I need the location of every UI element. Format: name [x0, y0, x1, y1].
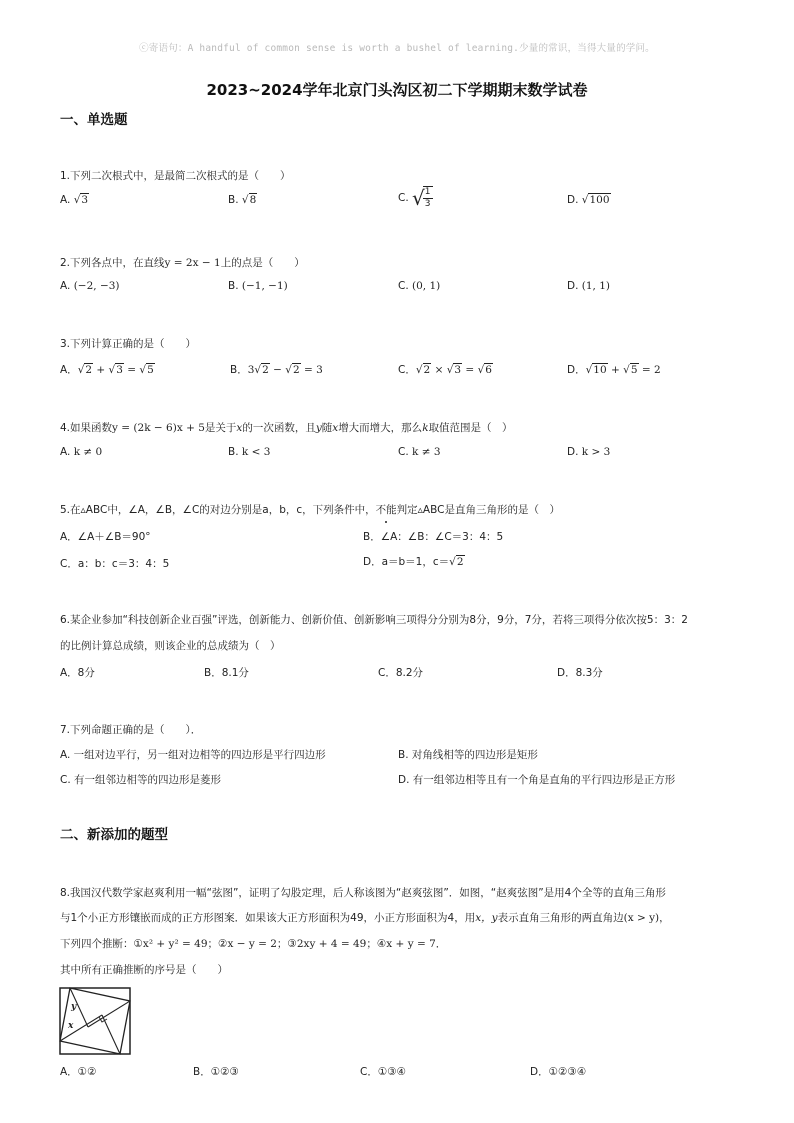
question-2-option-b[interactable] [228, 280, 288, 292]
label-y: y [71, 1002, 77, 1012]
question-2-option-c[interactable] [398, 280, 440, 292]
question-4-option-d[interactable] [567, 446, 610, 458]
stem-text: ， [659, 912, 670, 924]
condition: (x > y) [623, 912, 660, 924]
question-1-option-a[interactable]: A. √3 [60, 194, 89, 206]
option-label: A. [60, 446, 71, 458]
stem-text: 与1个小正方形镶嵌而成的正方形图案．如果该大正方形面积为49，小正方形面积为4，用 [60, 912, 476, 924]
stem-text: ． [435, 938, 447, 950]
fraction-denominator: 3 [424, 199, 431, 209]
question-5-stem [60, 501, 560, 519]
stem-text: 随 [321, 422, 333, 434]
stem-text: ；④ [366, 938, 387, 950]
stem-text: 下列四个推断：① [60, 938, 143, 950]
question-6-stem-line1: 6.某企业参加“科技创新企业百强”评选，创新能力、创新价值、创新影响三项得分分别为8分，9分，7分，若将三项得分依次按5：3：2 [60, 614, 688, 626]
question-5-option-d[interactable]: D．a＝b＝1，c＝√2 [363, 556, 464, 568]
question-5-option-c[interactable]: C．a：b：c＝3：4：5 [60, 558, 170, 570]
line-equation: y = 2x − 1 [164, 257, 221, 269]
question-5-option-b[interactable]: B．∠A：∠B：∠C＝3：4：5 [363, 531, 504, 543]
option-label: B. [228, 446, 239, 458]
stem-text: 取值范围是（ ） [428, 422, 513, 434]
question-4-option-a[interactable] [60, 446, 102, 458]
point-value: (0, 1) [412, 280, 441, 292]
stem-text: 判定▵ABC是直角三角形的是（ ） [396, 504, 560, 516]
question-1-stem: 1.下列二次根式中，是最简二次根式的是（ ） [60, 170, 291, 182]
option-label: B. [228, 280, 239, 292]
option-text: D．a＝b＝1，c＝ [363, 556, 450, 568]
question-6-option-d[interactable]: D．8.3分 [557, 667, 603, 679]
question-4-option-b[interactable] [228, 446, 270, 458]
triangle-edge [60, 1015, 102, 1041]
stem-text: 上的点是（ ） [220, 257, 305, 269]
option-label: C. [398, 192, 409, 204]
option-label: C. [398, 280, 409, 292]
section-heading-single-choice: 一、单选题 [60, 112, 128, 128]
inference-2: x − y = 2 [227, 938, 277, 950]
radicand: 100 [589, 194, 610, 206]
option-label: D. [567, 280, 579, 292]
stem-text: 5.在▵ABC中，∠A，∠B，∠C的对边分别是a，b，c，下列条件中， [60, 504, 376, 516]
question-3-option-c[interactable]: C．√2 × √3 = √6 [398, 364, 492, 376]
section-heading-new-types: 二、新添加的题型 [60, 827, 168, 843]
variables: x，y [475, 912, 498, 924]
option-value: k > 3 [581, 446, 611, 458]
stem-text: 增大而增大，那么 [338, 422, 423, 434]
question-4-stem [60, 419, 513, 437]
question-8-option-d[interactable]: D．①②③④ [530, 1066, 587, 1078]
question-7-stem: 7.下列命题正确的是（ ）． [60, 724, 202, 736]
label-x: x [68, 1021, 74, 1031]
question-3-option-d[interactable]: D．√10 + √5 = 2 [567, 364, 661, 376]
question-2-option-d[interactable] [567, 280, 610, 292]
question-8-stem-line2 [60, 909, 750, 927]
option-label: A. [60, 194, 71, 206]
variable-y: y [315, 422, 322, 434]
question-3-option-b[interactable]: B．3√2 − √2 = 3 [230, 364, 323, 376]
function-expression: y = (2k − 6)x + 5 [112, 422, 205, 434]
stem-text: 表示直角三角形的两直角边 [497, 912, 624, 924]
question-4-option-c[interactable] [398, 446, 441, 458]
radicand: 3 [81, 194, 89, 206]
emphasis-text: 不能 [376, 501, 397, 519]
question-8-option-c[interactable]: C．①③④ [360, 1066, 407, 1078]
question-8-option-a[interactable]: A．①② [60, 1066, 97, 1078]
page-title: 2023~2024学年北京门头沟区初二下学期期末数学试卷 [206, 81, 588, 99]
question-8-stem-line4: 其中所有正确推断的序号是（ ） [60, 964, 228, 976]
motto-watermark: ⓒ寄语句：A handful of common sense is worth a bushel of learning.少量的常识，当得大量的学问。 [139, 43, 655, 54]
question-8-option-b[interactable]: B．①②③ [193, 1066, 239, 1078]
stem-text: ；② [207, 938, 228, 950]
question-8-inferences [60, 935, 446, 953]
question-8-stem-line1: 8.我国汉代数学家赵爽利用一幅“弦图”，证明了勾股定理，后人称该图为“赵爽弦图”．如图，“赵爽弦图”是用4个全等的直角三角形 [60, 887, 666, 899]
option-label: D. [567, 446, 579, 458]
option-label: B. [228, 194, 239, 206]
triangle-edge [88, 1001, 130, 1027]
radicand: 2 [456, 556, 464, 568]
question-2-option-a[interactable] [60, 280, 120, 292]
option-label: D. [567, 194, 579, 206]
option-label: A． [60, 364, 78, 376]
question-3-option-a[interactable]: A．√2 + √3 = √5 [60, 364, 154, 376]
variable-k: k [422, 422, 429, 434]
question-6-option-b[interactable]: B．8.1分 [204, 667, 249, 679]
question-7-option-c[interactable]: C. 有一组邻边相等的四边形是菱形 [60, 774, 222, 786]
option-label: C． [398, 364, 416, 376]
question-2-stem [60, 254, 305, 272]
variable-x: x [332, 422, 339, 434]
question-7-option-a[interactable]: A. 一组对边平行，另一组对边相等的四边形是平行四边形 [60, 749, 326, 761]
question-6-option-c[interactable]: C．8.2分 [378, 667, 424, 679]
question-6-option-a[interactable]: A．8分 [60, 667, 95, 679]
question-6-stem-line2: 的比例计算总成绩，则该企业的总成绩为（ ） [60, 640, 281, 652]
question-1-option-d[interactable]: D. √100 [567, 194, 610, 206]
question-3-stem: 3.下列计算正确的是（ ） [60, 338, 197, 350]
stem-text: 的一次函数，且 [242, 422, 316, 434]
stem-text: ；③ [276, 938, 297, 950]
point-value: (1, 1) [581, 280, 611, 292]
fraction-numerator: 1 [424, 187, 431, 197]
question-5-option-a[interactable]: A．∠A＋∠B＝90° [60, 531, 151, 543]
question-1-option-c[interactable]: C. √ $\frac{1}{3}$ [398, 186, 431, 210]
option-label: A. [60, 280, 71, 292]
stem-text: 4.如果函数 [60, 422, 113, 434]
inference-3: 2xy + 4 = 49 [296, 938, 367, 950]
inference-4: x + y = 7 [386, 938, 436, 950]
stem-text: 2.下列各点中，在直线 [60, 257, 165, 269]
radicand: 8 [249, 194, 257, 206]
stem-text: 是关于 [204, 422, 237, 434]
option-value: k < 3 [241, 446, 271, 458]
question-7-option-b[interactable]: B. 对角线相等的四边形是矩形 [398, 749, 538, 761]
option-label: D． [567, 364, 586, 376]
variable-x: x [236, 422, 243, 434]
point-value: (−2, −3) [73, 280, 120, 292]
question-1-option-b[interactable]: B. √8 [228, 194, 257, 206]
point-value: (−1, −1) [241, 280, 288, 292]
option-value: k ≠ 0 [73, 446, 103, 458]
option-value: k ≠ 3 [412, 446, 441, 458]
zhao-shuang-diagram [59, 987, 131, 1055]
option-label: C. [398, 446, 409, 458]
question-7-option-d[interactable]: D. 有一组邻边相等且有一个角是直角的平行四边形是正方形 [398, 774, 676, 786]
inference-1: x² + y² = 49 [142, 938, 208, 950]
option-label: B． [230, 364, 248, 376]
